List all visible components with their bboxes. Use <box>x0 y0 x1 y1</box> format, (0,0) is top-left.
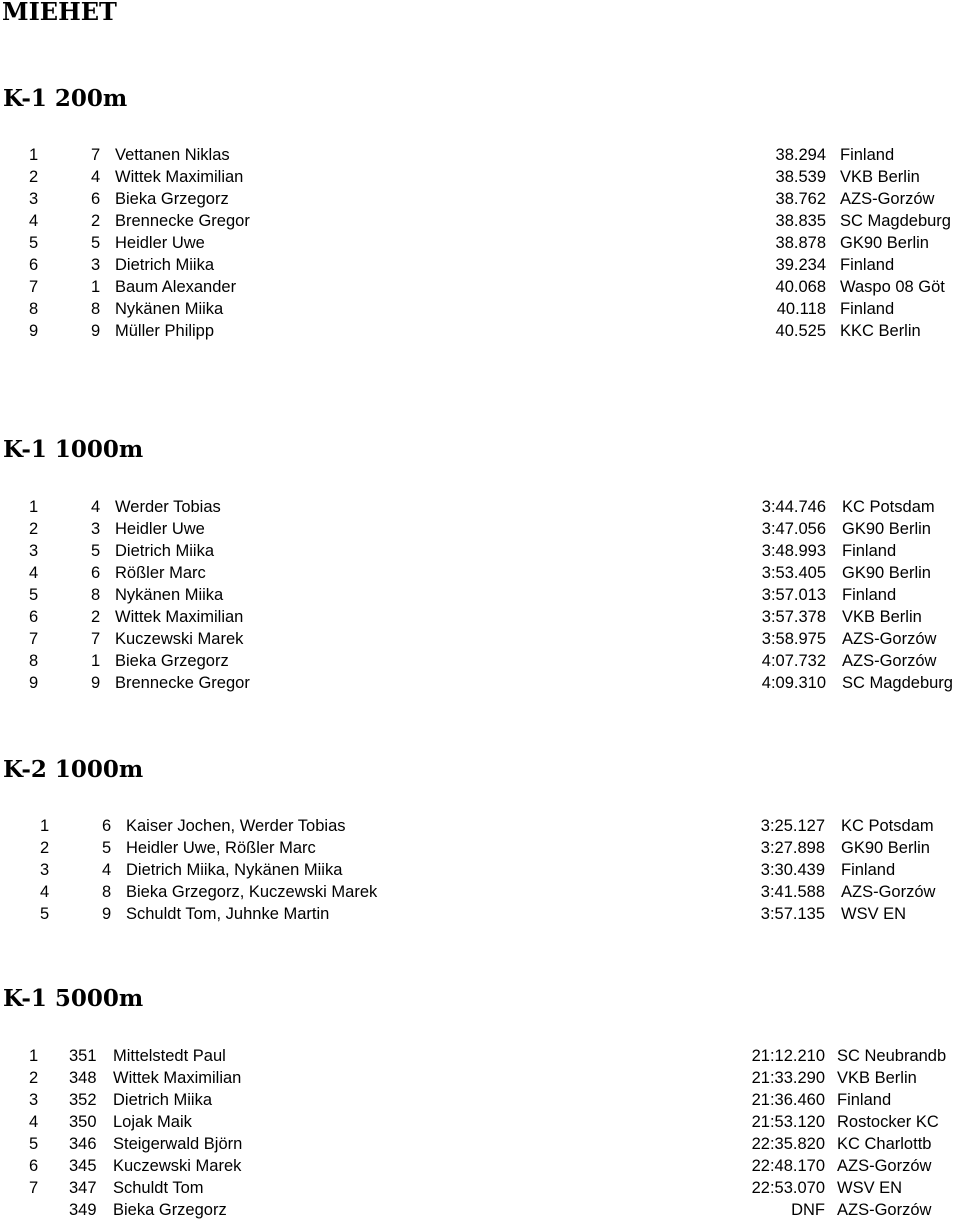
time-cell: 21:36.460 <box>751 1091 825 1109</box>
place-cell: 2 <box>29 168 39 186</box>
table-row <box>0 1177 960 1199</box>
table-row <box>0 606 960 628</box>
section-heading: K-2 1000m <box>3 756 144 783</box>
lane-cell: 346 <box>69 1135 97 1153</box>
table-row <box>0 210 960 232</box>
place-cell: 9 <box>29 674 39 692</box>
time-cell: 38.835 <box>775 212 826 230</box>
name-cell: Heidler Uwe <box>115 520 205 538</box>
lane-cell: 6 <box>102 817 112 835</box>
table-row <box>0 518 960 540</box>
club-cell: Finland <box>840 256 895 274</box>
club-cell: KKC Berlin <box>840 322 921 340</box>
place-cell: 1 <box>29 1047 39 1065</box>
time-cell: 3:53.405 <box>761 564 826 582</box>
name-cell: Steigerwald Björn <box>113 1135 243 1153</box>
place-cell: 8 <box>29 300 39 318</box>
time-cell: 39.234 <box>775 256 826 274</box>
name-cell: Kaiser Jochen, Werder Tobias <box>126 817 346 835</box>
lane-cell: 7 <box>91 630 101 648</box>
club-cell: Finland <box>842 586 897 604</box>
name-cell: Lojak Maik <box>113 1113 192 1131</box>
club-cell: SC Neubrandb <box>837 1047 947 1065</box>
time-cell: 3:41.588 <box>760 883 825 901</box>
name-cell: Heidler Uwe <box>115 234 205 252</box>
lane-cell: 4 <box>102 861 112 879</box>
table-row <box>0 881 960 903</box>
time-cell: 38.539 <box>775 168 826 186</box>
time-cell: 3:57.135 <box>760 905 825 923</box>
table-row <box>0 859 960 881</box>
lane-cell: 351 <box>69 1047 97 1065</box>
lane-cell: 2 <box>91 608 101 626</box>
time-cell: 22:35.820 <box>751 1135 825 1153</box>
club-cell: VKB Berlin <box>837 1069 917 1087</box>
time-cell: 3:57.378 <box>761 608 826 626</box>
place-cell: 5 <box>29 234 39 252</box>
club-cell: AZS-Gorzów <box>837 1157 932 1175</box>
name-cell: Schuldt Tom, Juhnke Martin <box>126 905 330 923</box>
lane-cell: 2 <box>91 212 101 230</box>
place-cell: 4 <box>40 883 50 901</box>
club-cell: AZS-Gorzów <box>841 883 936 901</box>
place-cell: 5 <box>29 1135 39 1153</box>
place-cell: 1 <box>40 817 50 835</box>
club-cell: SC Magdeburg <box>842 674 953 692</box>
club-cell: WSV EN <box>841 905 907 923</box>
place-cell: 6 <box>29 608 39 626</box>
name-cell: Bieka Grzegorz <box>115 652 229 670</box>
table-row <box>0 584 960 606</box>
table-row <box>0 144 960 166</box>
table-row <box>0 562 960 584</box>
club-cell: Finland <box>840 300 895 318</box>
lane-cell: 8 <box>91 586 101 604</box>
lane-cell: 8 <box>91 300 101 318</box>
table-row <box>0 815 960 837</box>
table-row <box>0 903 960 925</box>
name-cell: Rößler Marc <box>115 564 206 582</box>
name-cell: Werder Tobias <box>115 498 221 516</box>
place-cell: 8 <box>29 652 39 670</box>
place-cell: 2 <box>29 520 39 538</box>
table-row <box>0 232 960 254</box>
lane-cell: 6 <box>91 190 101 208</box>
table-row <box>0 540 960 562</box>
club-cell: Rostocker KC <box>837 1113 939 1131</box>
name-cell: Baum Alexander <box>115 278 237 296</box>
section-heading: K-1 200m <box>3 85 128 112</box>
table-row <box>0 496 960 518</box>
club-cell: KC Potsdam <box>842 498 935 516</box>
time-cell: DNF <box>791 1201 825 1219</box>
table-row <box>0 628 960 650</box>
club-cell: GK90 Berlin <box>841 839 930 857</box>
time-cell: 3:25.127 <box>760 817 825 835</box>
name-cell: Kuczewski Marek <box>113 1157 242 1175</box>
lane-cell: 9 <box>91 322 101 340</box>
club-cell: Finland <box>841 861 896 879</box>
name-cell: Kuczewski Marek <box>115 630 244 648</box>
club-cell: VKB Berlin <box>842 608 922 626</box>
name-cell: Nykänen Miika <box>115 586 224 604</box>
club-cell: GK90 Berlin <box>842 520 931 538</box>
table-row <box>0 1133 960 1155</box>
club-cell: Finland <box>842 542 897 560</box>
place-cell: 1 <box>29 498 39 516</box>
time-cell: 38.762 <box>775 190 826 208</box>
table-row <box>0 276 960 298</box>
place-cell: 5 <box>29 586 39 604</box>
lane-cell: 3 <box>91 256 101 274</box>
name-cell: Bieka Grzegorz, Kuczewski Marek <box>126 883 378 901</box>
time-cell: 3:30.439 <box>760 861 825 879</box>
place-cell: 6 <box>29 256 39 274</box>
club-cell: VKB Berlin <box>840 168 920 186</box>
place-cell: 9 <box>29 322 39 340</box>
club-cell: AZS-Gorzów <box>842 652 937 670</box>
name-cell: Müller Philipp <box>115 322 215 340</box>
time-cell: 3:27.898 <box>760 839 825 857</box>
name-cell: Dietrich Miika <box>115 256 215 274</box>
lane-cell: 7 <box>91 146 101 164</box>
place-cell: 2 <box>40 839 50 857</box>
table-row <box>0 1199 960 1221</box>
lane-cell: 345 <box>69 1157 97 1175</box>
place-cell: 7 <box>29 1179 39 1197</box>
name-cell: Wittek Maximilian <box>113 1069 242 1087</box>
time-cell: 3:48.993 <box>761 542 826 560</box>
time-cell: 40.118 <box>776 300 826 318</box>
lane-cell: 1 <box>91 652 101 670</box>
club-cell: KC Charlottb <box>837 1135 932 1153</box>
lane-cell: 3 <box>91 520 101 538</box>
name-cell: Brennecke Gregor <box>115 212 250 230</box>
lane-cell: 347 <box>69 1179 97 1197</box>
place-cell: 3 <box>29 1091 39 1109</box>
lane-cell: 6 <box>91 564 101 582</box>
lane-cell: 1 <box>91 278 101 296</box>
lane-cell: 4 <box>91 498 101 516</box>
table-row <box>0 650 960 672</box>
time-cell: 21:53.120 <box>751 1113 825 1131</box>
table-row <box>0 1045 960 1067</box>
time-cell: 38.294 <box>775 146 826 164</box>
time-cell: 21:12.210 <box>751 1047 825 1065</box>
name-cell: Mittelstedt Paul <box>113 1047 226 1065</box>
lane-cell: 348 <box>69 1069 97 1087</box>
place-cell: 6 <box>29 1157 39 1175</box>
time-cell: 40.525 <box>775 322 826 340</box>
time-cell: 21:33.290 <box>751 1069 825 1087</box>
lane-cell: 4 <box>91 168 101 186</box>
table-row <box>0 1089 960 1111</box>
name-cell: Bieka Grzegorz <box>115 190 229 208</box>
table-row <box>0 254 960 276</box>
lane-cell: 8 <box>102 883 112 901</box>
name-cell: Dietrich Miika <box>115 542 215 560</box>
club-cell: GK90 Berlin <box>842 564 931 582</box>
name-cell: Nykänen Miika <box>115 300 224 318</box>
time-cell: 22:53.070 <box>751 1179 825 1197</box>
lane-cell: 5 <box>91 542 101 560</box>
table-row <box>0 1111 960 1133</box>
club-cell: SC Magdeburg <box>840 212 951 230</box>
club-cell: Finland <box>840 146 895 164</box>
club-cell: GK90 Berlin <box>840 234 929 252</box>
table-row <box>0 320 960 342</box>
club-cell: WSV EN <box>837 1179 903 1197</box>
time-cell: 3:58.975 <box>761 630 826 648</box>
club-cell: AZS-Gorzów <box>842 630 937 648</box>
name-cell: Bieka Grzegorz <box>113 1201 227 1219</box>
table-row <box>0 672 960 694</box>
table-row <box>0 166 960 188</box>
time-cell: 3:44.746 <box>761 498 826 516</box>
table-row <box>0 837 960 859</box>
table-row <box>0 298 960 320</box>
club-cell: Waspo 08 Göt <box>840 278 945 296</box>
place-cell: 2 <box>29 1069 39 1087</box>
section-heading: K-1 5000m <box>3 985 144 1012</box>
name-cell: Wittek Maximilian <box>115 608 244 626</box>
place-cell: 4 <box>29 1113 39 1131</box>
name-cell: Heidler Uwe, Rößler Marc <box>126 839 316 857</box>
time-cell: 3:47.056 <box>761 520 826 538</box>
time-cell: 40.068 <box>775 278 826 296</box>
time-cell: 3:57.013 <box>761 586 826 604</box>
name-cell: Brennecke Gregor <box>115 674 250 692</box>
name-cell: Dietrich Miika <box>113 1091 213 1109</box>
lane-cell: 5 <box>91 234 101 252</box>
place-cell: 3 <box>29 542 39 560</box>
name-cell: Wittek Maximilian <box>115 168 244 186</box>
time-cell: 38.878 <box>775 234 826 252</box>
club-cell: AZS-Gorzów <box>840 190 935 208</box>
place-cell: 5 <box>40 905 50 923</box>
place-cell: 1 <box>29 146 39 164</box>
name-cell: Dietrich Miika, Nykänen Miika <box>126 861 343 879</box>
lane-cell: 352 <box>69 1091 97 1109</box>
name-cell: Schuldt Tom <box>113 1179 204 1197</box>
time-cell: 22:48.170 <box>751 1157 825 1175</box>
table-row <box>0 1067 960 1089</box>
section-heading: K-1 1000m <box>3 436 144 463</box>
place-cell: 7 <box>29 278 39 296</box>
lane-cell: 9 <box>102 905 112 923</box>
name-cell: Vettanen Niklas <box>115 146 230 164</box>
place-cell: 3 <box>29 190 39 208</box>
club-cell: AZS-Gorzów <box>837 1201 932 1219</box>
place-cell: 7 <box>29 630 39 648</box>
lane-cell: 350 <box>69 1113 97 1131</box>
time-cell: 4:07.732 <box>761 652 826 670</box>
club-cell: Finland <box>837 1091 892 1109</box>
place-cell: 4 <box>29 212 39 230</box>
place-cell: 3 <box>40 861 50 879</box>
club-cell: KC Potsdam <box>841 817 934 835</box>
place-cell: 4 <box>29 564 39 582</box>
time-cell: 4:09.310 <box>761 674 826 692</box>
lane-cell: 9 <box>91 674 101 692</box>
lane-cell: 349 <box>69 1201 97 1219</box>
page-title: MIEHET <box>2 0 117 26</box>
table-row <box>0 1155 960 1177</box>
table-row <box>0 188 960 210</box>
lane-cell: 5 <box>102 839 112 857</box>
